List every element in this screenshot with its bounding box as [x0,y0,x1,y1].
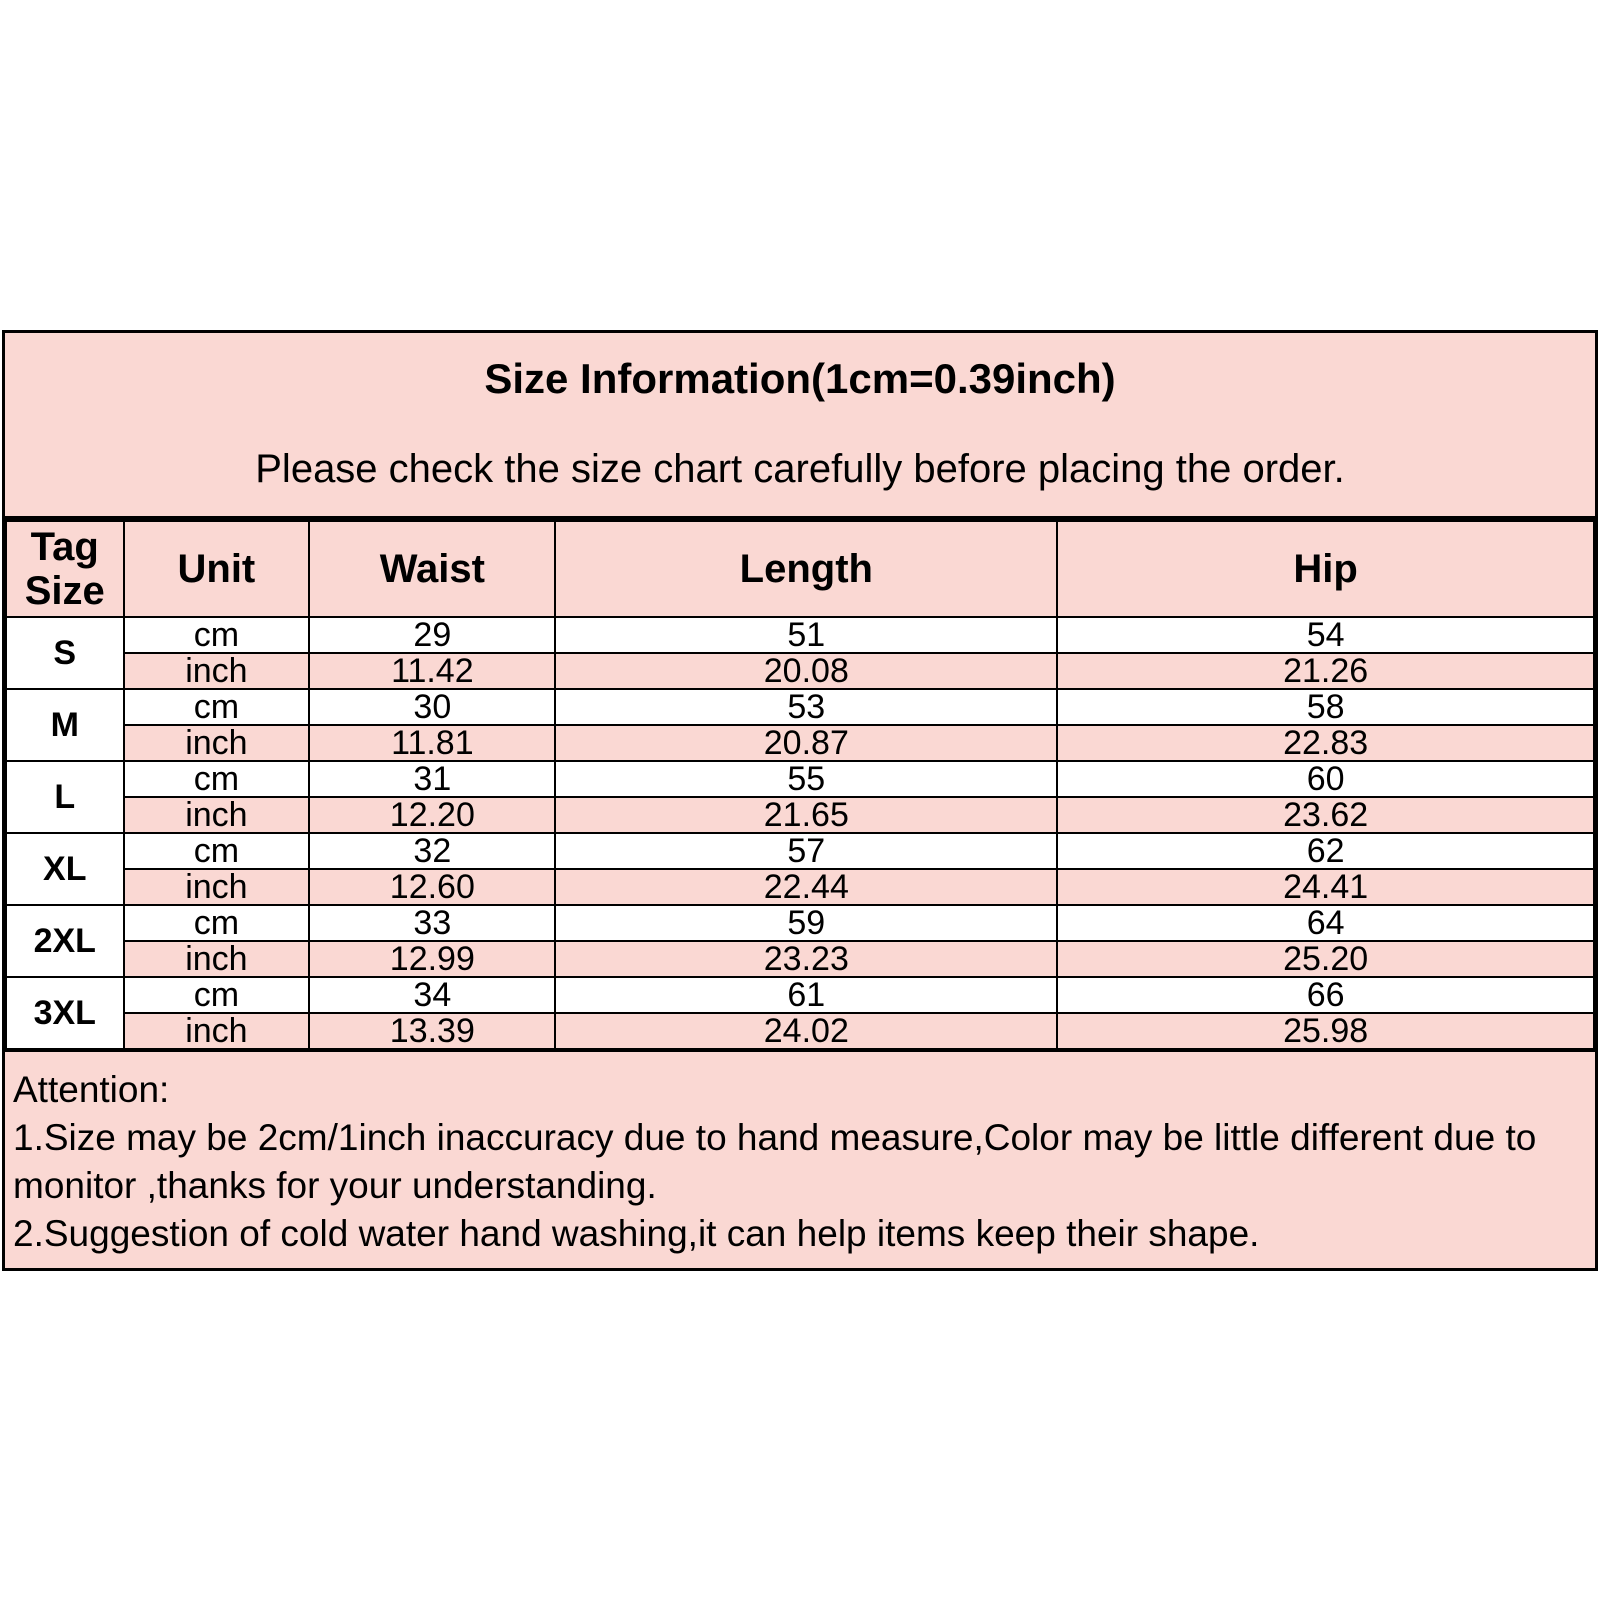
table-row-2xl-inch [6,941,1594,977]
hip-cell: 58 [1057,689,1594,725]
table-row-xl-cm [6,833,1594,869]
unit-cell: cm [124,833,310,869]
hip-cell: 62 [1057,833,1594,869]
hip-cell: 60 [1057,761,1594,797]
waist-cell: 29 [309,617,555,653]
size-chart-panel [2,330,1598,1271]
length-cell: 20.87 [555,725,1057,761]
unit-cell: inch [124,653,310,689]
unit-cell: cm [124,617,310,653]
hip-cell: 64 [1057,905,1594,941]
length-cell: 23.23 [555,941,1057,977]
hip-cell: 25.20 [1057,941,1594,977]
page-title: Size Information(1cm=0.39inch) [484,355,1116,402]
table-row-3xl-inch [6,1013,1594,1049]
hip-cell: 66 [1057,977,1594,1013]
size-label-s: S [6,617,124,689]
unit-cell: inch [124,797,310,833]
hip-cell: 25.98 [1057,1013,1594,1049]
attention-line-1-cont: monitor ,thanks for your understanding. [13,1165,657,1206]
length-cell: 59 [555,905,1057,941]
hip-cell: 21.26 [1057,653,1594,689]
attention-line-1: 1.Size may be 2cm/1inch inaccuracy due to hand measure,Color may be little different due to [13,1117,1537,1158]
col-header-tag-size: Tag Size [6,521,124,617]
unit-cell: inch [124,1013,310,1049]
length-cell: 55 [555,761,1057,797]
page-subtitle: Please check the size chart carefully before placing the order. [255,447,1345,491]
attention-section [5,1050,1595,1268]
unit-cell: inch [124,941,310,977]
size-table [5,520,1595,1050]
waist-cell: 12.60 [309,869,555,905]
length-cell: 53 [555,689,1057,725]
table-row-m-inch [6,725,1594,761]
hip-cell: 23.62 [1057,797,1594,833]
length-cell: 51 [555,617,1057,653]
hip-cell: 24.41 [1057,869,1594,905]
length-cell: 21.65 [555,797,1057,833]
waist-cell: 31 [309,761,555,797]
table-row-s-cm [6,617,1594,653]
length-cell: 24.02 [555,1013,1057,1049]
table-row-l-cm [6,761,1594,797]
hip-cell: 54 [1057,617,1594,653]
length-cell: 57 [555,833,1057,869]
waist-cell: 12.20 [309,797,555,833]
waist-cell: 11.81 [309,725,555,761]
size-label-2xl: 2XL [6,905,124,977]
table-row-m-cm [6,689,1594,725]
table-row-3xl-cm [6,977,1594,1013]
attention-heading: Attention: [13,1069,170,1110]
waist-cell: 30 [309,689,555,725]
unit-cell: cm [124,689,310,725]
unit-cell: cm [124,977,310,1013]
hip-cell: 22.83 [1057,725,1594,761]
waist-cell: 34 [309,977,555,1013]
length-cell: 20.08 [555,653,1057,689]
waist-cell: 32 [309,833,555,869]
waist-cell: 11.42 [309,653,555,689]
size-label-m: M [6,689,124,761]
length-cell: 22.44 [555,869,1057,905]
table-header-row [6,521,1594,617]
unit-cell: cm [124,905,310,941]
waist-cell: 13.39 [309,1013,555,1049]
unit-cell: inch [124,725,310,761]
length-cell: 61 [555,977,1057,1013]
col-header-waist: Waist [309,521,555,617]
size-label-3xl: 3XL [6,977,124,1049]
col-header-length: Length [555,521,1057,617]
col-header-unit: Unit [124,521,310,617]
title-section [5,333,1595,520]
table-row-2xl-cm [6,905,1594,941]
size-label-xl: XL [6,833,124,905]
table-row-l-inch [6,797,1594,833]
unit-cell: cm [124,761,310,797]
attention-line-2: 2.Suggestion of cold water hand washing,it can help items keep their shape. [13,1213,1260,1254]
table-row-s-inch [6,653,1594,689]
unit-cell: inch [124,869,310,905]
size-label-l: L [6,761,124,833]
waist-cell: 33 [309,905,555,941]
waist-cell: 12.99 [309,941,555,977]
col-header-hip: Hip [1057,521,1594,617]
table-row-xl-inch [6,869,1594,905]
